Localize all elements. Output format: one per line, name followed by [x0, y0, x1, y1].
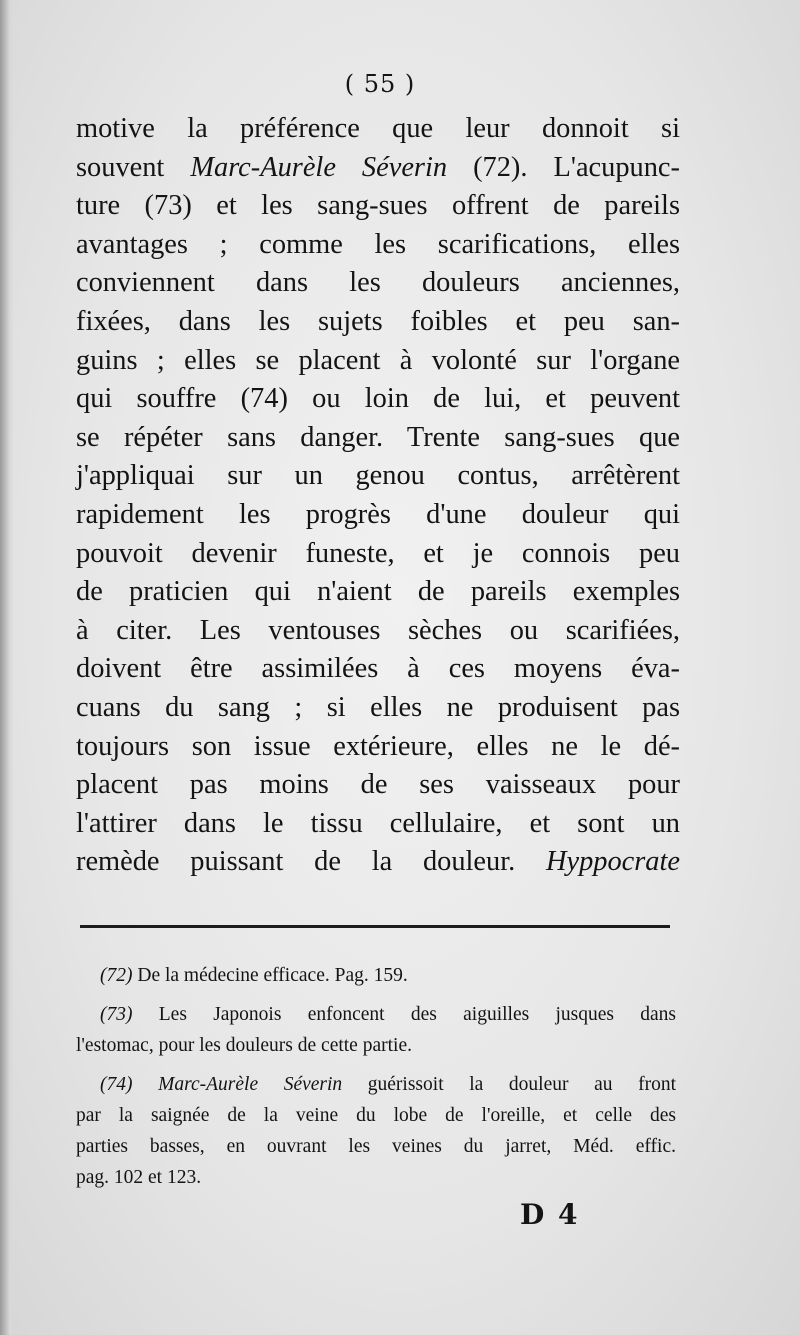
body-line: remède puissant de la douleur. Hyppocrate — [76, 846, 680, 878]
footnote-italic-lead: Marc-Aurèle Séverin — [158, 1074, 368, 1095]
body-line: qui souffre (74) ou loin de lui, et peuvent — [76, 383, 680, 415]
body-text — [76, 110, 680, 882]
body-line: placent pas moins de ses vaisseaux pour — [76, 769, 680, 801]
signature-mark: D 4 — [520, 1198, 580, 1231]
body-line: cuans du sang ; si elles ne produisent pas — [76, 691, 680, 723]
body-line: à citer. Les ventouses sèches ou scarifiées, — [76, 614, 680, 646]
footnote-line: pag. 102 et 123. — [76, 1167, 202, 1188]
body-line: avantages ; comme les scarifications, elles — [76, 228, 680, 260]
body-line: toujours son issue extérieure, elles ne le dé- — [76, 730, 680, 762]
body-line: fixées, dans les sujets foibles et peu san- — [76, 305, 680, 337]
body-line: conviennent dans les douleurs anciennes, — [76, 267, 680, 299]
body-line: de praticien qui n'aient de pareils exemples — [76, 576, 680, 608]
body-line: guins ; elles se placent à volonté sur l'organe — [76, 344, 680, 376]
footnote-marker: (73) — [100, 1004, 159, 1025]
footnote-line: parties basses, en ouvrant les veines du jarret, Méd. effic. — [76, 1136, 676, 1157]
body-line: souvent Marc-Aurèle Séverin (72). L'acupunc- — [76, 151, 680, 183]
body-line: l'attirer dans le tissu cellulaire, et sont un — [76, 807, 680, 839]
footnote-line: (72) De la médecine efficace. Pag. 159. — [100, 965, 408, 986]
footnote — [76, 999, 676, 1061]
footnote-line: (74) Marc-Aurèle Séverin guérissoit la douleur au front — [100, 1074, 676, 1095]
body-line: doivent être assimilées à ces moyens éva- — [76, 653, 680, 685]
body-line: j'appliquai sur un genou contus, arrêtèrent — [76, 460, 680, 492]
footnote-line: par la saignée de la veine du lobe de l'oreille, et celle des — [76, 1105, 676, 1126]
body-line: se répéter sans danger. Trente sang-sues que — [76, 421, 680, 453]
footnote-marker: (72) — [100, 965, 138, 986]
body-line: ture (73) et les sang-sues offrent de pareils — [76, 190, 680, 222]
footnote — [76, 960, 676, 991]
page-number: ( 55 ) — [344, 70, 416, 98]
footnotes — [76, 960, 676, 1201]
page-edge-shadow — [0, 0, 14, 1335]
body-line: motive la préférence que leur donnoit si — [76, 113, 680, 144]
footnote-line: (73) Les Japonois enfoncent des aiguilles jusques dans — [100, 1004, 676, 1025]
footnote-rule — [80, 925, 670, 928]
footnote-line: l'estomac, pour les douleurs de cette partie. — [76, 1035, 412, 1056]
body-line: pouvoit devenir funeste, et je connois peu — [76, 537, 680, 569]
footnote — [76, 1069, 676, 1193]
body-line: rapidement les progrès d'une douleur qui — [76, 498, 680, 530]
footnote-marker: (74) — [100, 1074, 159, 1095]
